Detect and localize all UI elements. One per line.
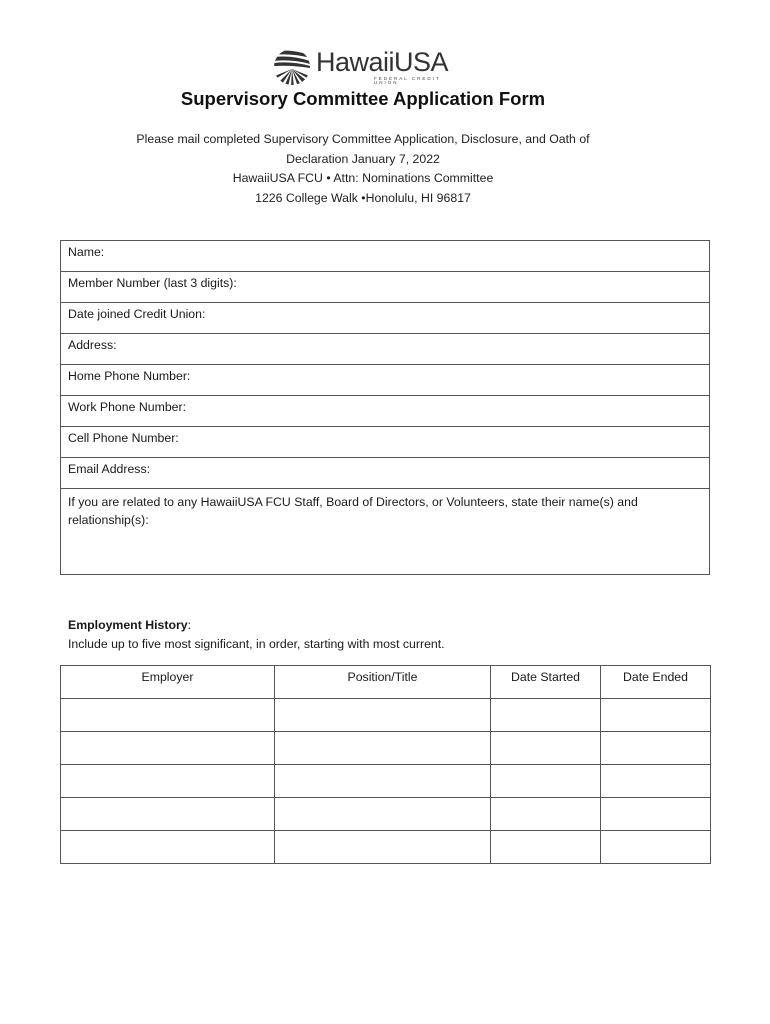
mailing-instructions	[95, 130, 631, 208]
date-ended-cell[interactable]	[601, 732, 711, 765]
employer-cell[interactable]	[61, 831, 275, 864]
position-cell[interactable]	[275, 765, 491, 798]
date-ended-cell[interactable]	[601, 831, 711, 864]
name-field[interactable]: Name:	[61, 241, 710, 272]
date-ended-cell[interactable]	[601, 699, 711, 732]
table-row	[61, 765, 711, 798]
cell-phone-field[interactable]: Cell Phone Number:	[61, 427, 710, 458]
hawaiiusa-logo	[272, 46, 462, 88]
date-started-cell[interactable]	[491, 798, 601, 831]
date-started-cell[interactable]	[491, 831, 601, 864]
intro-line-4: 1226 College Walk •Honolulu, HI 96817	[255, 190, 471, 205]
member-number-field[interactable]: Member Number (last 3 digits):	[61, 272, 710, 303]
date-ended-cell[interactable]	[601, 798, 711, 831]
col-date-started: Date Started	[491, 666, 601, 699]
intro-line-3: HawaiiUSA FCU • Attn: Nominations Committee	[232, 171, 494, 186]
employment-heading-label: Employment History	[68, 618, 188, 632]
position-cell[interactable]	[275, 699, 491, 732]
employer-cell[interactable]	[61, 765, 275, 798]
employer-cell[interactable]	[61, 732, 275, 765]
col-employer: Employer	[61, 666, 275, 699]
col-date-ended: Date Ended	[601, 666, 711, 699]
applicant-info-table	[60, 240, 710, 575]
logo-wordmark: HawaiiUSA	[316, 46, 449, 77]
sunburst-logo-icon	[272, 47, 312, 87]
employment-heading-colon: :	[187, 618, 191, 632]
employment-header-row	[61, 666, 711, 699]
position-cell[interactable]	[275, 732, 491, 765]
table-row	[61, 699, 711, 732]
employer-cell[interactable]	[61, 699, 275, 732]
home-phone-field[interactable]: Home Phone Number:	[61, 365, 710, 396]
date-ended-cell[interactable]	[601, 765, 711, 798]
employer-cell[interactable]	[61, 798, 275, 831]
email-field[interactable]: Email Address:	[61, 458, 710, 489]
date-joined-field[interactable]: Date joined Credit Union:	[61, 303, 710, 334]
logo-subtext: FEDERAL CREDIT UNION	[374, 75, 441, 85]
date-started-cell[interactable]	[491, 765, 601, 798]
date-started-cell[interactable]	[491, 732, 601, 765]
employment-history-heading	[68, 616, 445, 654]
intro-line-2: Declaration January 7, 2022	[286, 151, 440, 166]
relationship-field[interactable]: If you are related to any HawaiiUSA FCU Staff, Board of Directors, or Volunteers, state their name(s) and relationship(s):	[61, 489, 710, 575]
col-position-title: Position/Title	[275, 666, 491, 699]
employment-history-table	[60, 665, 711, 864]
table-row	[61, 798, 711, 831]
address-field[interactable]: Address:	[61, 334, 710, 365]
form-title: Supervisory Committee Application Form	[180, 88, 546, 109]
position-cell[interactable]	[275, 798, 491, 831]
table-row	[61, 831, 711, 864]
employment-instructions: Include up to five most significant, in order, starting with most current.	[68, 637, 445, 651]
date-started-cell[interactable]	[491, 699, 601, 732]
intro-line-1: Please mail completed Supervisory Committee Application, Disclosure, and Oath of	[136, 132, 590, 146]
work-phone-field[interactable]: Work Phone Number:	[61, 396, 710, 427]
position-cell[interactable]	[275, 831, 491, 864]
table-row	[61, 732, 711, 765]
